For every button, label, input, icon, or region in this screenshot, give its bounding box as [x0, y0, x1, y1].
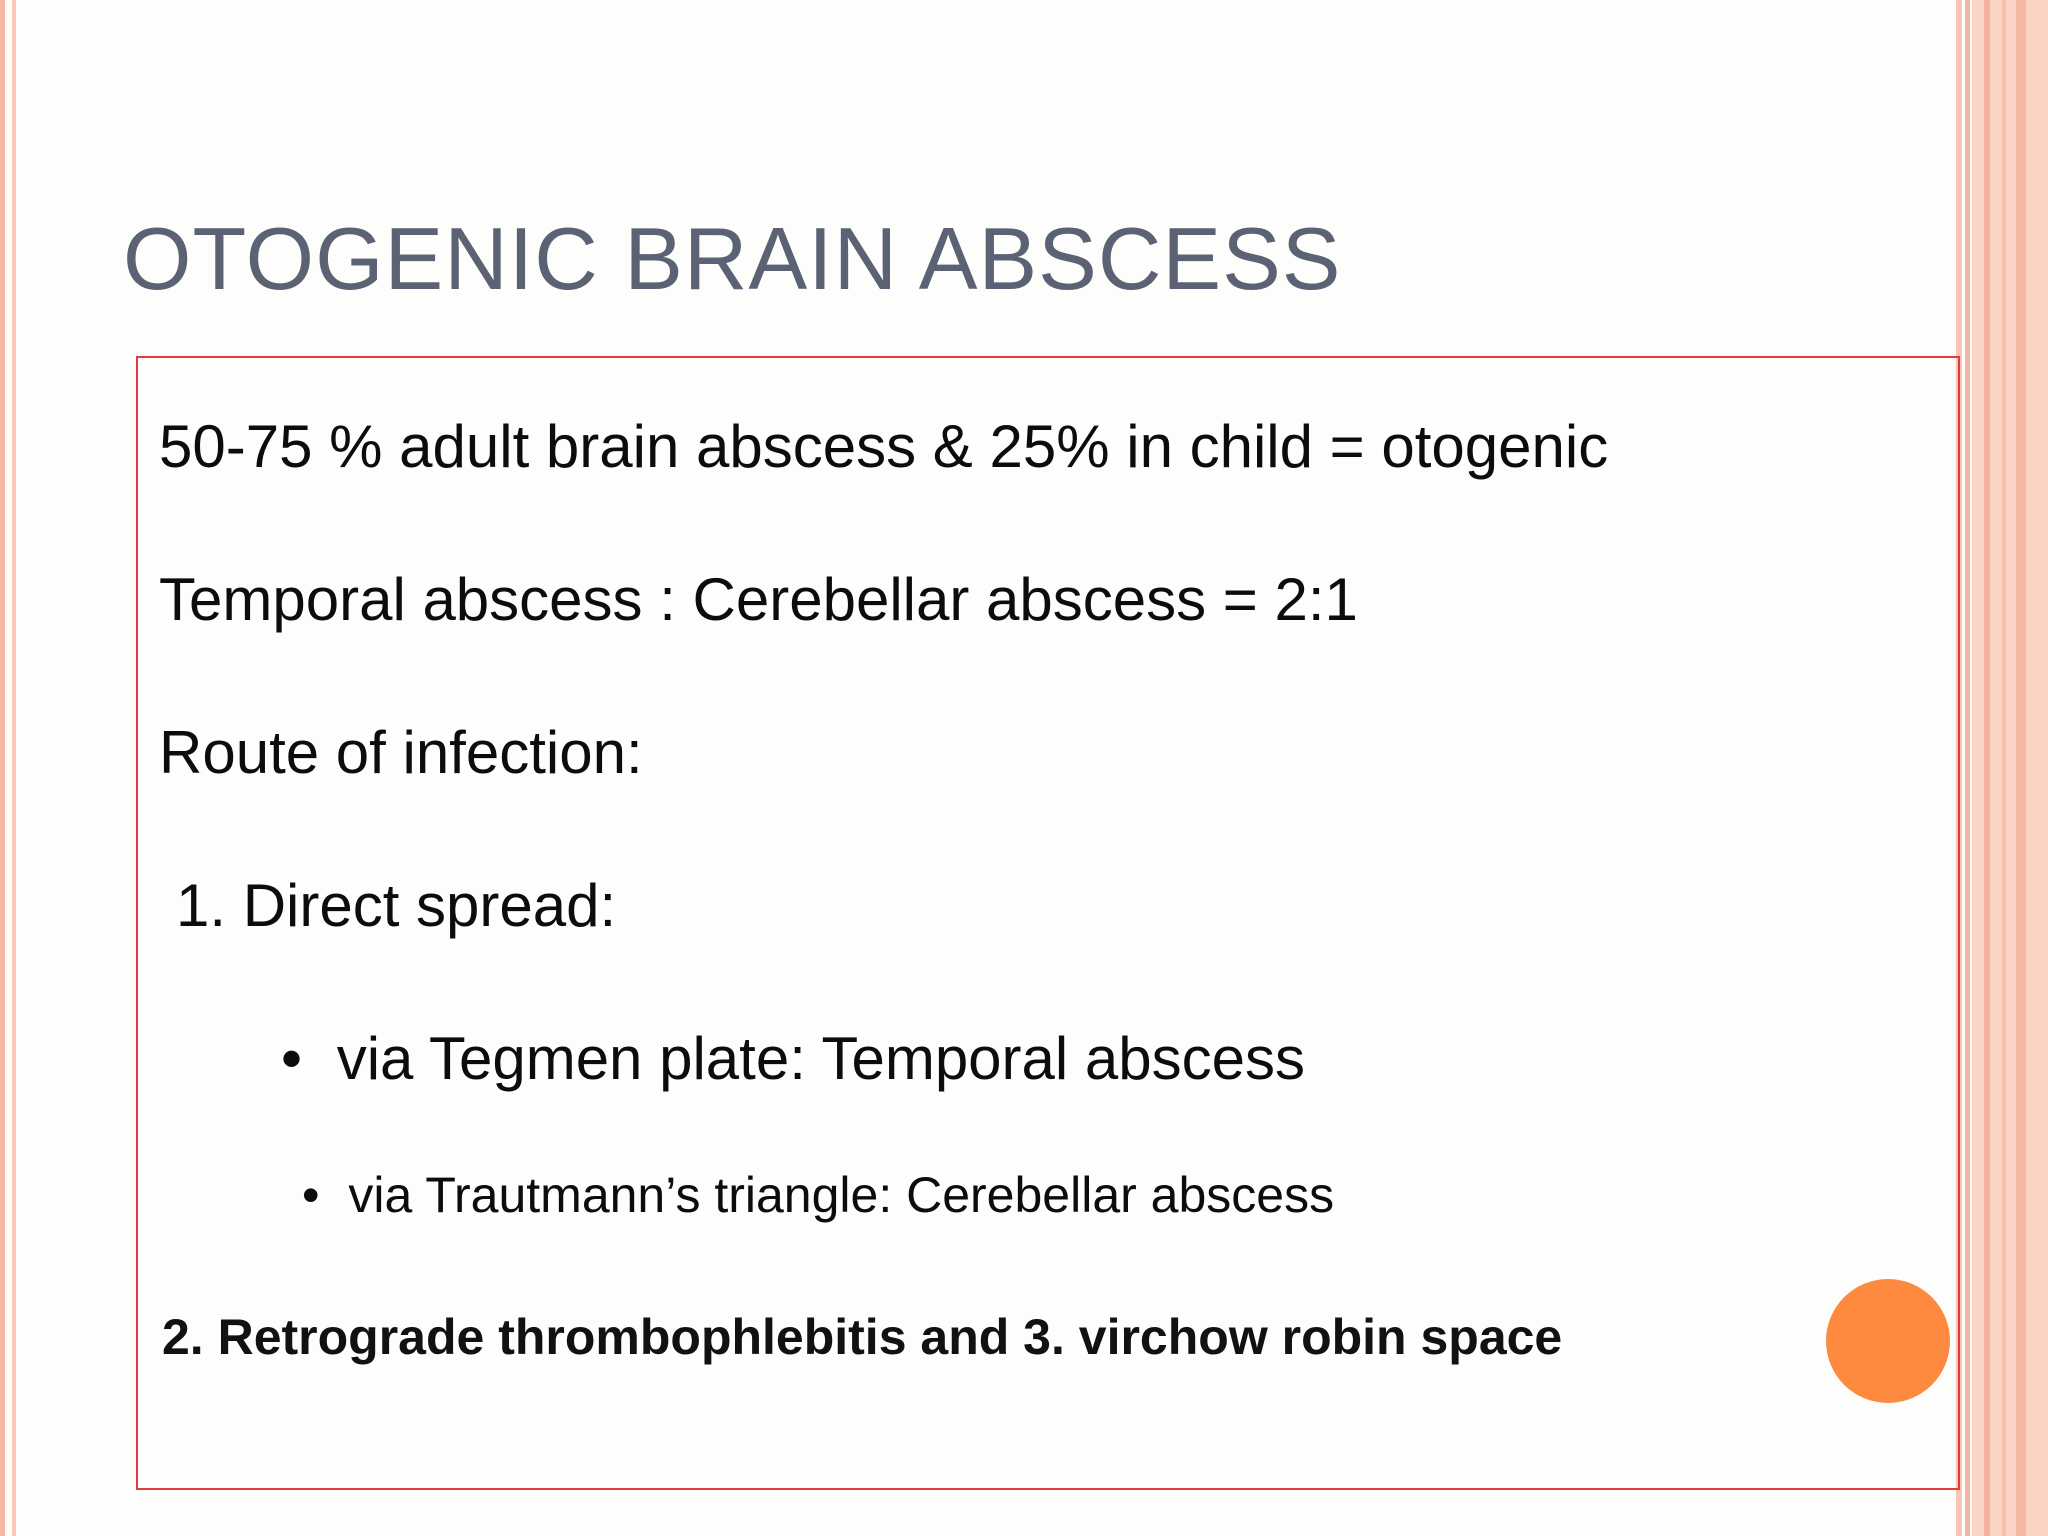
right-border-stripe-b: [1965, 0, 1970, 1536]
bullet-tegmen-text: via Tegmen plate: Temporal abscess: [336, 1025, 1306, 1092]
right-border-stripe-d: [2002, 0, 2006, 1536]
other-routes-item: 2. Retrograde thrombophlebitis and 3. virchow robin space: [162, 1309, 1563, 1365]
bullet-icon: •: [281, 1025, 303, 1092]
bullet-icon: •: [302, 1167, 320, 1223]
statement-prevalence: 50-75 % adult brain abscess & 25% in child = otogenic: [159, 413, 1609, 480]
bullet-tegmen-plate: [281, 1024, 1305, 1093]
right-border-stripe-c: [1984, 0, 1990, 1536]
bullet-trautmann-triangle: [302, 1166, 1334, 1224]
right-border-stripe-e: [2016, 0, 2026, 1536]
direct-spread-item: 1. Direct spread:: [176, 872, 617, 939]
slide-title: OTOGENIC BRAIN ABSCESS: [123, 209, 1342, 308]
left-border-stripe: [0, 0, 5, 1536]
accent-circle-decoration: [1826, 1279, 1950, 1403]
route-heading: Route of infection:: [159, 719, 643, 786]
statement-ratio: Temporal abscess : Cerebellar abscess = 2:1: [159, 566, 1358, 633]
left-border-stripe-inner: [12, 0, 16, 1536]
bullet-trautmann-text: via Trautmann’s triangle: Cerebellar abscess: [348, 1167, 1335, 1223]
